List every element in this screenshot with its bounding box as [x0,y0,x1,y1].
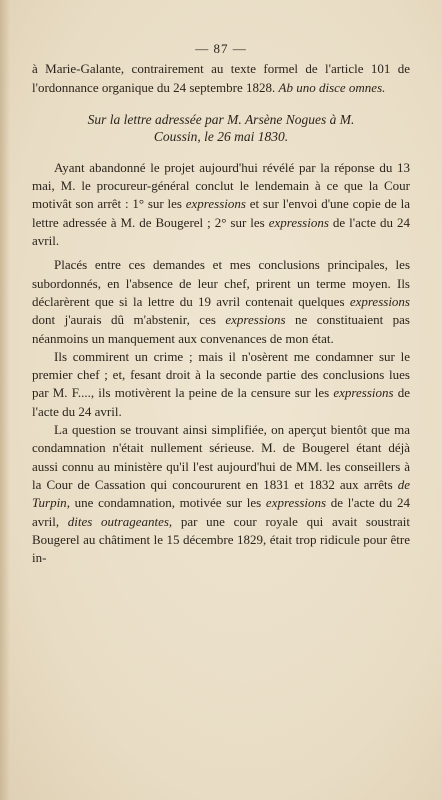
heading-line-2: Coussin, le 26 mai 1830. [153,128,289,144]
heading-line-1: Sur la lettre adressée par M. Arsène Nogues à M. [87,111,355,127]
p4-italic-b: de Turpin [32,476,410,511]
p3-text-a: Ils commirent un crime ; mais il n'osèrent me condamner sur le premier chef ; et, fesant droit à la seconde partie des conclusions lues par M. F...., ils motivèrent la peine de la censure sur les [32,348,410,401]
page-spine-shadow [0,0,10,800]
section-heading [32,111,410,145]
p1-italic-b: expressions [185,196,246,212]
p1-text-c: et sur l'envoi d'une copie de la lettre adressée à M. de Bougerel ; 2° sur les [32,196,410,230]
intro-text: à Marie-Galante, contrairement au texte formel de l'article 101 de l'ordonnance organique du 24 septembre 1828. [32,61,410,95]
intro-paragraph [32,60,410,97]
p4-text-g: , par une cour royale qui avait soustrait Bougerel au châtiment le 15 décembre 1829, était trop ridicule pour être in- [32,513,410,566]
p4-text-c: , une condamnation, motivée sur les [66,495,266,511]
p2-italic-b: expressions [349,293,410,309]
page-number: — 87 — [195,41,247,56]
page-text [32,40,410,567]
paragraph-1 [32,159,410,250]
p3-text-c: de l'acte du 24 avril. [32,385,410,419]
p4-italic-d: expressions [265,495,327,511]
p2-italic-d: expressions [225,312,286,328]
paragraph-4 [32,421,410,567]
p4-italic-f: dites outrageantes [67,513,169,529]
p2-text-a: Placés entre ces demandes et mes conclusions principales, les subordonnés, en l'absence de leur chef, prirent un terme moyen. Ils déclarèrent que si la lettre du 19 avril contenait quelques [32,257,410,309]
p1-italic-d: expressions [268,214,329,230]
p1-text-e: de l'acte du 24 avril. [32,214,410,249]
p2-text-e: ne constituaient pas néanmoins un manquement aux convenances de mon état. [32,312,410,346]
p4-text-e: de l'acte du 24 avril, [32,495,410,529]
paragraph-3 [32,348,410,421]
p2-text-c: dont j'aurais dû m'abstenir, ces [32,312,226,328]
intro-latin-phrase: Ab uno disce omnes. [278,79,386,95]
p1-text-a: Ayant abandonné le projet aujourd'hui révélé par la réponse du 13 mai, M. le procureur-général conclut le lendemain à ce que la Cour motivât son arrêt : 1° sur les [32,159,410,212]
p3-italic-b: expressions [333,385,394,401]
p4-text-a: La question se trouvant ainsi simplifiée, on aperçut bientôt que ma condamnation n'était nullement sérieuse. M. de Bougerel étant déjà aussi connu au ministère qu'il l'est aujourd'hui de MM. les conseillers à la Cour de Cassation qui concoururent en 1831 et 1832 aux arrêts [32,422,410,492]
paragraph-2 [32,256,410,347]
